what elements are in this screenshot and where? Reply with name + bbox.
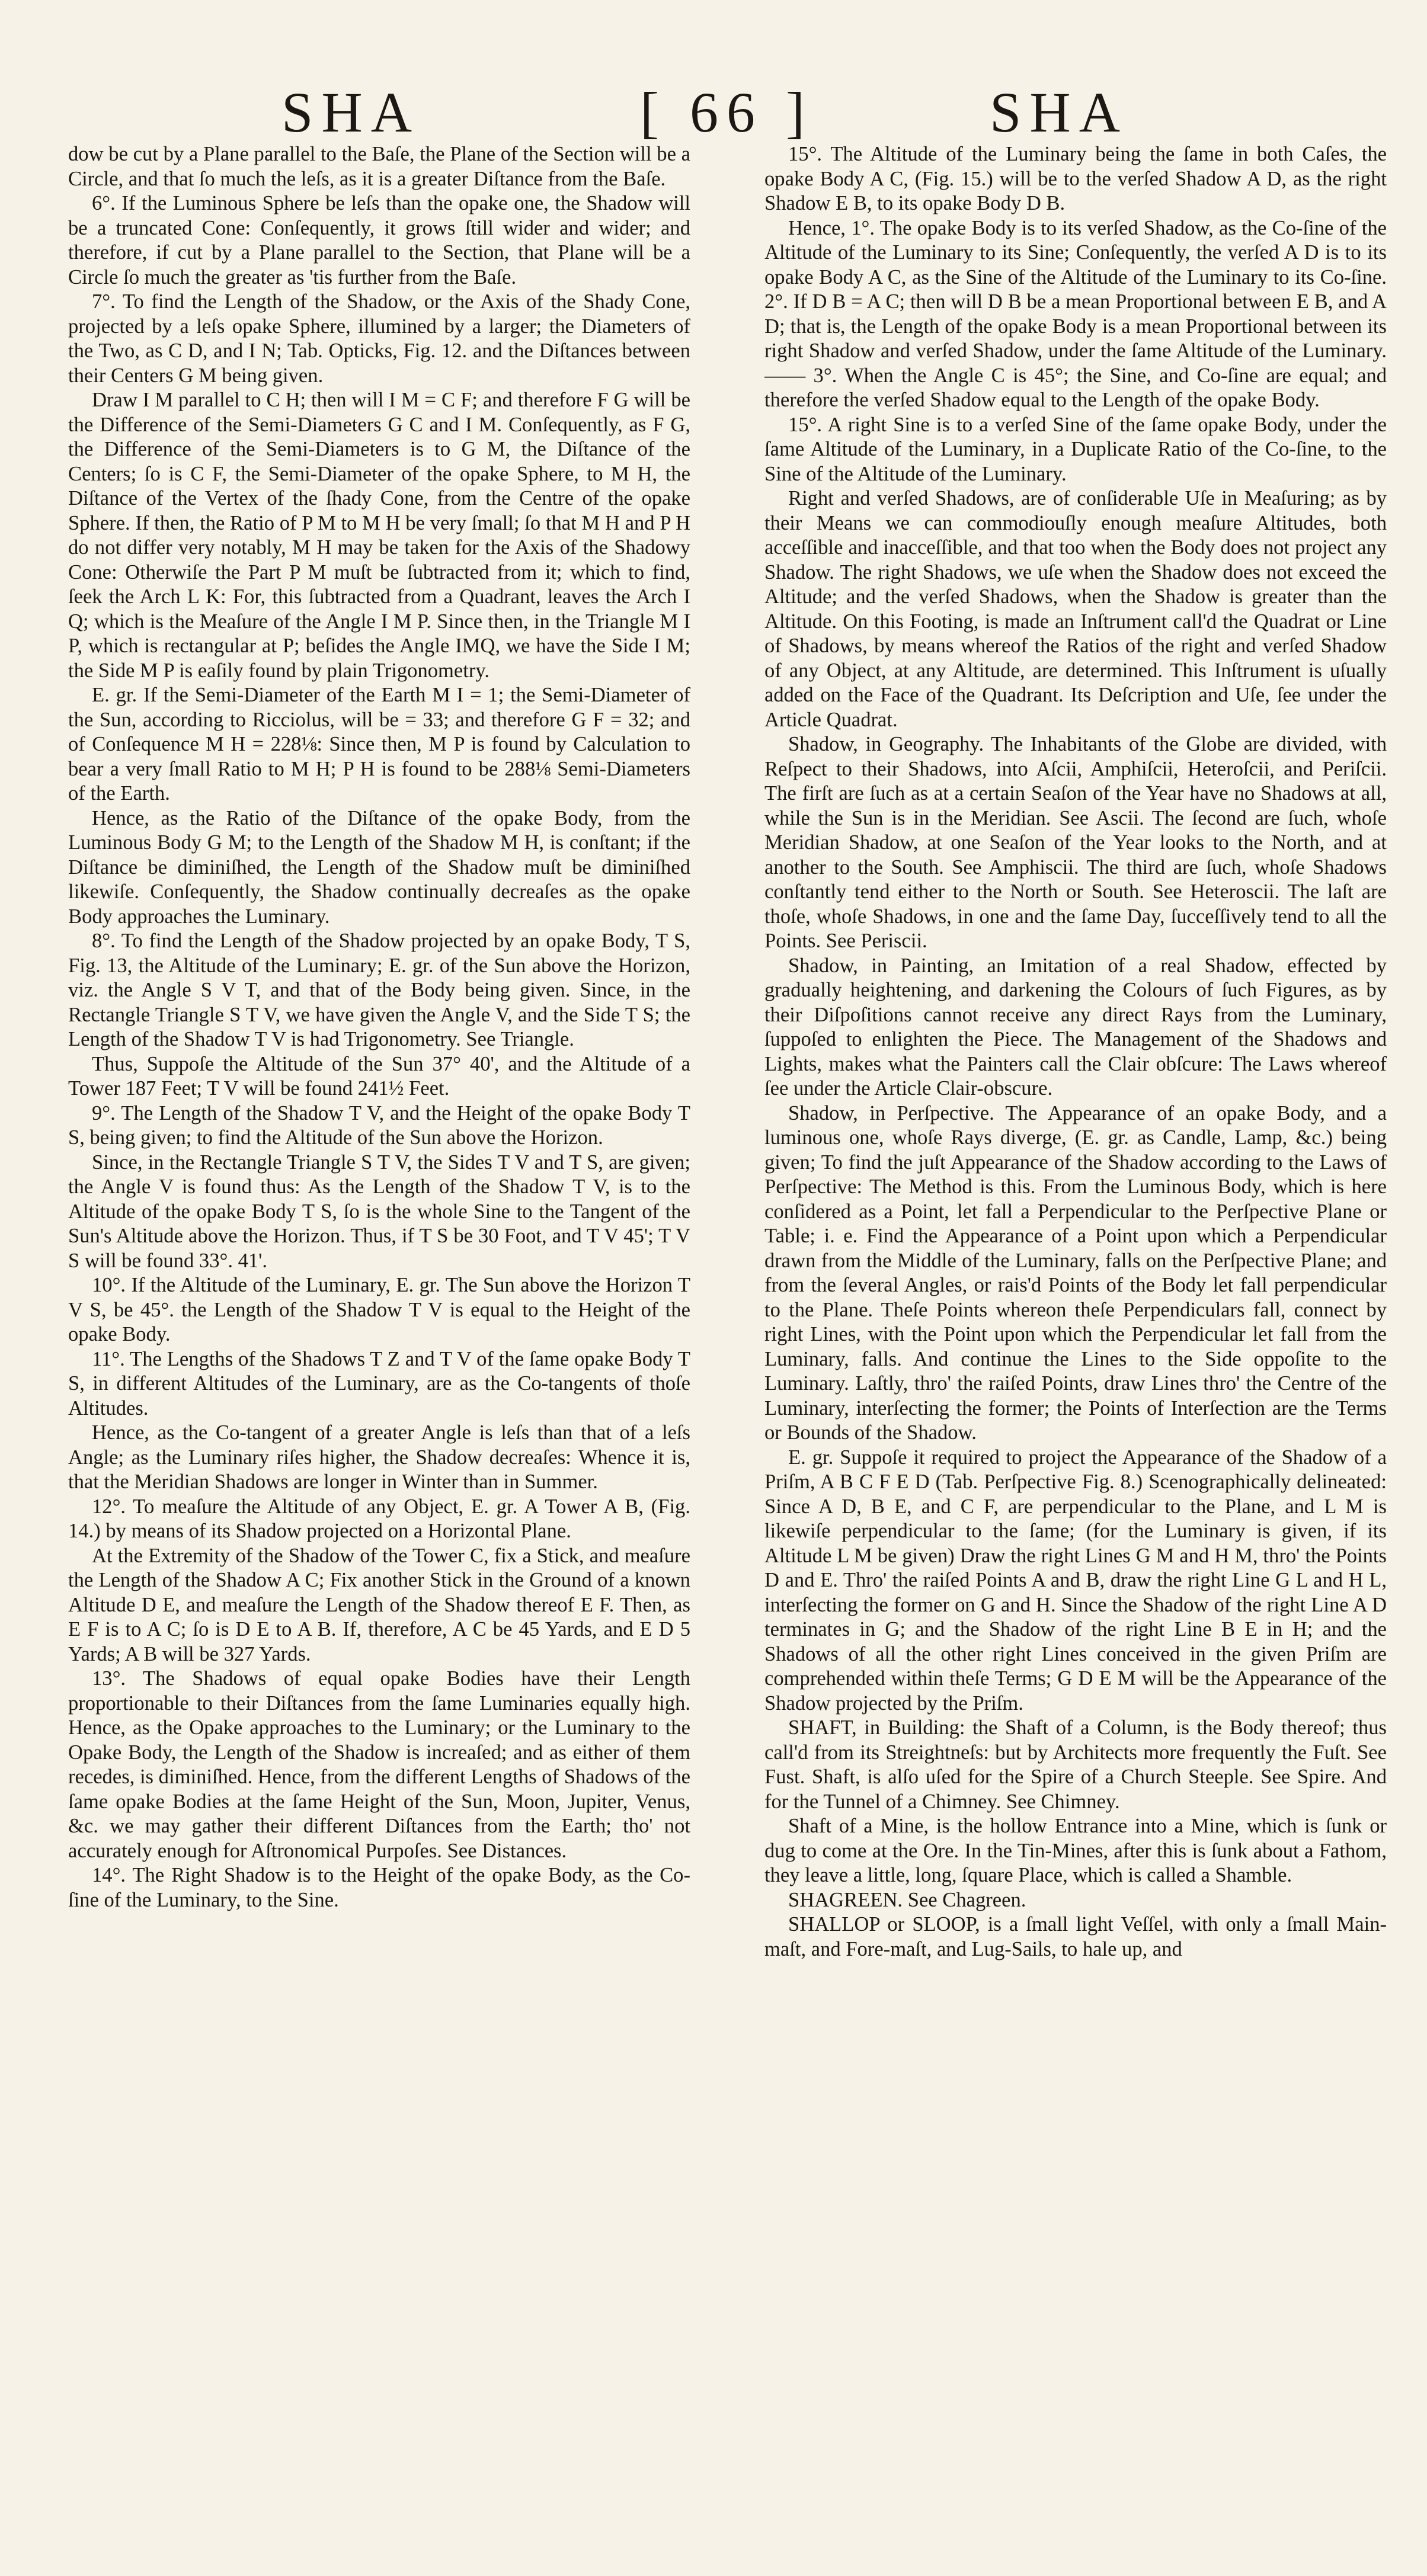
paragraph: 14°. The Right Shadow is to the Height of the opake Body, as the Co-ſine of the Luminary, to the Sine. bbox=[68, 1864, 690, 1911]
paragraph: 8°. To find the Length of the Shadow projected by an opake Body, T S, Fig. 13, the Altitude of the Luminary; E. gr. of the Sun above the Horizon, viz. the Angle S V T, and that of the Body being given. Since, in the Rectangle Triangle S T V, we have given the Angle V, and the Side T S; the Length of the Shadow T V is had Trigonometry. See Triangle. bbox=[68, 930, 690, 1050]
paragraph: E. gr. Suppoſe it required to project the Appearance of the Shadow of a Priſm, A B C F E D (Tab. Perſpective Fig. 8.) Scenographically delineated: Since A D, B E, and C F, are perpendicular to the Plane, and L M is likewiſe perpendicular to the ſame; (for the Luminary is given, if its Altitude L M be given) Draw the right Lines G M and H M, thro' the Points D and E. Thro' the raiſed Points A and B, draw the right Line G L and H L, interſecting the former on G and H. Since the Shadow of the right Line A D terminates in G; and the Shadow of the right Line B E in H; and the Shadows of all the other right Lines conceived in the given Priſm are comprehended within theſe Terms; G D E M will be the Appearance of the Shadow projected by the Priſm. bbox=[764, 1446, 1387, 1715]
paragraph: SHALLOP or SLOOP, is a ſmall light Veſſel, with only a ſmall Main-maſt, and Fore-maſt, and Lug-Sails, to hale up, and bbox=[764, 1913, 1387, 1960]
paragraph: Shadow, in Perſpective. The Appearance of an opake Body, and a luminous one, whoſe Rays diverge, (E. gr. as Candle, Lamp, &c.) being given; To find the juſt Appearance of the Shadow according to the Laws of Perſpective: The Method is this. From the Luminous Body, which is here conſidered as a Point, let fall a Perpendicular to the Perſpective Plane or Table; i. e. Find the Appearance of a Point upon which a Perpendicular drawn from the Middle of the Luminary, falls on the Perſpective Plane; and from the ſeveral Angles, or rais'd Points of the Body let fall perpendicular to the Plane. Theſe Points whereon theſe Perpendiculars fall, connect by right Lines, with the Point upon which the Perpendicular let fall from the Luminary, falls. And continue the Lines to the Side oppoſite to the Luminary. Laſtly, thro' the raiſed Points, draw Lines thro' the Centre of the Luminary, interſecting the former; the Points of Interſection are the Terms or Bounds of the Shadow. bbox=[764, 1101, 1387, 1444]
paragraph: Thus, Suppoſe the Altitude of the Sun 37° 40', and the Altitude of a Tower 187 Feet; T V will be found 241½ Feet. bbox=[68, 1052, 690, 1100]
paragraph: E. gr. If the Semi-Diameter of the Earth M I = 1; the Semi-Diameter of the Sun, according to Ricciolus, will be = 33; and therefore G F = 32; and of Conſequence M H = 228⅛: Since then, M P is found by Calculation to bear a very ſmall Ratio to M H; P H is found to be 288⅛ Semi-Diameters of the Earth. bbox=[68, 684, 690, 805]
paragraph: Shadow, in Geography. The Inhabitants of the Globe are divided, with Reſpect to their Shadows, into Aſcii, Amphiſcii, Heteroſcii, and Periſcii. The firſt are ſuch as at a certain Seaſon of the Year have no Shadows at all, while the Sun is in the Meridian. See Ascii. The ſecond are ſuch, whoſe Meridian Shadow, at one Seaſon of the Year looks to the North, and at another to the South. See Amphiscii. The third are ſuch, whoſe Shadows conſtantly tend either to the North or South. See Heteroscii. The laſt are thoſe, whoſe Shadows, in one and the ſame Day, ſucceſſively tend to all the Points. See Periscii. bbox=[764, 733, 1387, 952]
left-column bbox=[68, 142, 690, 2565]
paragraph: Right and verſed Shadows, are of conſiderable Uſe in Meaſuring; as by their Means we can commodiouſly enough meaſure Altitudes, both acceſſible and inacceſſible, and that too when the Body does not project any Shadow. The right Shadows, we uſe when the Shadow does not exceed the Altitude; and the verſed Shadows, when the Shadow is greater than the Altitude. On this Footing, is made an Inſtrument call'd the Quadrat or Line of Shadows, by means whereof the Ratios of the right and verſed Shadow of any Object, at any Altitude, are determined. This Inſtrument is uſually added on the Face of the Quadrant. Its Deſcription and Uſe, ſee under the Article Quadrat. bbox=[764, 487, 1387, 731]
paragraph: 7°. To find the Length of the Shadow, or the Axis of the Shady Cone, projected by a leſs opake Sphere, illumined by a larger; the Diameters of the Two, as C D, and I N; Tab. Opticks, Fig. 12. and the Diſtances between their Centers G M being given. bbox=[68, 290, 690, 387]
paragraph: Since, in the Rectangle Triangle S T V, the Sides T V and T S, are given; the Angle V is found thus: As the Length of the Shadow T V, is to the Altitude of the opake Body T S, ſo is the whole Sine to the Tangent of the Sun's Altitude above the Horizon. Thus, if T S be 30 Foot, and T V 45'; T V S will be found 33°. 41'. bbox=[68, 1151, 690, 1272]
paragraph: 15°. The Altitude of the Luminary being the ſame in both Caſes, the opake Body A C, (Fig. 15.) will be to the verſed Shadow A D, as the right Shadow E B, to its opake Body D B. bbox=[764, 143, 1387, 214]
running-head-left: SHA bbox=[281, 81, 421, 144]
paragraph: SHAFT, in Building: the Shaft of a Column, is the Body thereof; thus call'd from its Streightneſs: but by Architects more frequently the Fuſt. See Fust. Shaft, is alſo uſed for the Spire of a Church Steeple. See Spire. And for the Tunnel of a Chimney. See Chimney. bbox=[764, 1716, 1387, 1813]
paragraph: Hence, 1°. The opake Body is to its verſed Shadow, as the Co-ſine of the Altitude of the Luminary to its Sine; Conſequently, the verſed A D is to its opake Body A C, as the Sine of the Altitude of the Luminary to its Co-ſine. 2°. If D B = A C; then will D B be a mean Proportional between E B, and A D; that is, the Length of the opake Body is a mean Proportional between its right Shadow and verſed Shadow, under the ſame Altitude of the Luminary. —— 3°. When the Angle C is 45°; the Sine, and Co-ſine are equal; and therefore the verſed Shadow equal to the Length of the opake Body. bbox=[764, 216, 1387, 411]
paragraph: Hence, as the Ratio of the Diſtance of the opake Body, from the Luminous Body G M; to the Length of the Shadow M H, is conſtant; if the Diſtance be diminiſhed, the Length of the Shadow muſt be diminiſhed likewiſe. Conſequently, the Shadow continually decreaſes as the opake Body approaches the Luminary. bbox=[68, 806, 690, 928]
paragraph: SHAGREEN. See Chagreen. bbox=[788, 1888, 1026, 1911]
page-number: [ 66 ] bbox=[640, 81, 813, 144]
right-column bbox=[764, 142, 1387, 2565]
paragraph: 13°. The Shadows of equal opake Bodies have their Length proportionable to their Diſtances from the ſame Luminaries equally high. Hence, as the Opake approaches to the Luminary; or the Luminary to the Opake Body, the Length of the Shadow is increaſed; and as either of them recedes, is diminiſhed. Hence, from the different Lengths of Shadows of the ſame opake Bodies at the ſame Height of the Sun, Moon, Jupiter, Venus, &c. we may gather their different Diſtances from the Earth; tho' not accurately enough for Aſtronomical Purpoſes. See Distances. bbox=[68, 1667, 690, 1862]
paragraph: 10°. If the Altitude of the Luminary, E. gr. The Sun above the Horizon T V S, be 45°. the Length of the Shadow T V is equal to the Height of the opake Body. bbox=[68, 1274, 690, 1345]
paragraph: 11°. The Lengths of the Shadows T Z and T V of the ſame opake Body T S, in different Altitudes of the Luminary, are as the Co-tangents of thoſe Altitudes. bbox=[68, 1347, 690, 1420]
paragraph: At the Extremity of the Shadow of the Tower C, fix a Stick, and meaſure the Length of the Shadow A C; Fix another Stick in the Ground of a known Altitude D E, and meaſure the Length of the Shadow thereof E F. Then, as E F is to A C; ſo is D E to A B. If, therefore, A C be 45 Yards, and E D 5 Yards; A B will be 327 Yards. bbox=[68, 1544, 690, 1665]
paragraph: Hence, as the Co-tangent of a greater Angle is leſs than that of a leſs Angle; as the Luminary riſes higher, the Shadow decreaſes: Whence it is, that the Meridian Shadows are longer in Winter than in Summer. bbox=[68, 1421, 690, 1493]
paragraph: 12°. To meaſure the Altitude of any Object, E. gr. A Tower A B, (Fig. 14.) by means of its Shadow projected on a Horizontal Plane. bbox=[68, 1495, 690, 1542]
running-head-right: SHA bbox=[990, 81, 1129, 144]
paragraph: dow be cut by a Plane parallel to the Baſe, the Plane of the Section will be a Circle, and that ſo much the leſs, as it is a greater Diſtance from the Baſe. bbox=[68, 143, 690, 190]
paragraph: Draw I M parallel to C H; then will I M = C F; and therefore F G will be the Difference of the Semi-Diameters G C and I M. Conſequently, as F G, the Difference of the Semi-Diameters is to G M, the Diſtance of the Centers; ſo is C F, the Semi-Diameter of the opake Sphere, to M H, the Diſtance of the Vertex of the ſhady Cone, from the Centre of the opake Sphere. If then, the Ratio of P M to M H be very ſmall; ſo that M H and P H do not differ very notably, M H may be taken for the Axis of the Shadowy Cone: Otherwiſe the Part P M muſt be ſubtracted from it; which to find, ſeek the Arch L K: For, this ſubtracted from a Quadrant, leaves the Arch I Q; which is the Meaſure of the Angle I M P. Since then, in the Triangle M I P, which is rectangular at P; beſides the Angle IMQ, we have the Side I M; the Side M P is eaſily found by plain Trigonometry. bbox=[68, 389, 690, 682]
paragraph: Shaft of a Mine, is the hollow Entrance into a Mine, which is ſunk or dug to come at the Ore. In the Tin-Mines, after this is ſunk about a Fathom, they leave a little, long, ſquare Place, which is called a Shamble. bbox=[764, 1815, 1387, 1886]
running-head bbox=[0, 77, 1427, 148]
paragraph: 9°. The Length of the Shadow T V, and the Height of the opake Body T S, being given; to find the Altitude of the Sun above the Horizon. bbox=[68, 1101, 690, 1149]
paragraph: Shadow, in Painting, an Imitation of a real Shadow, effected by gradually heightening, and darkening the Colours of ſuch Figures, as by their Diſpoſitions cannot receive any direct Rays from the Luminary, ſuppoſed to enlighten the Piece. The Management of the Shadows and Lights, makes what the Painters call the Clair obſcure: The Laws whereof ſee under the Article Clair-obscure. bbox=[764, 954, 1387, 1100]
paragraph: 15°. A right Sine is to a verſed Sine of the ſame opake Body, under the ſame Altitude of the Luminary, in a Duplicate Ratio of the Co-ſine, to the Sine of the Altitude of the Luminary. bbox=[764, 413, 1387, 485]
paragraph: 6°. If the Luminous Sphere be leſs than the opake one, the Shadow will be a truncated Cone: Conſequently, it grows ſtill wider and wider; and therefore, if cut by a Plane parallel to the Section, that Plane will be a Circle ſo much the greater as 'tis further from the Baſe. bbox=[68, 192, 690, 289]
